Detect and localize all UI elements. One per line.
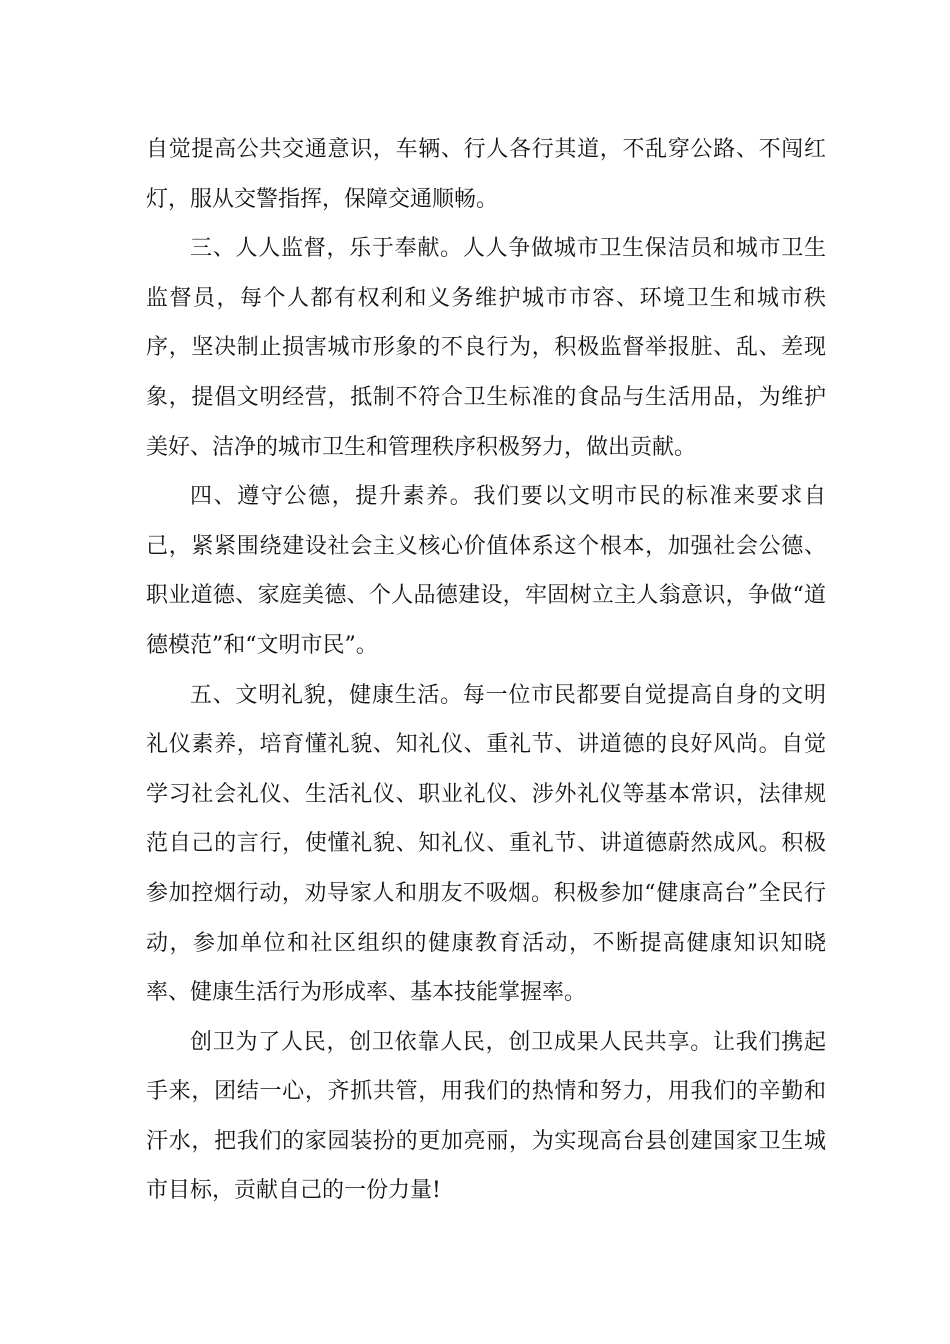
document-body bbox=[146, 125, 826, 1216]
paragraph-section-four: 四、遵守公德，提升素养。我们要以文明市民的标准来要求自己，紧紧围绕建设社会主义核心价值体系这个根本，加强社会公德、职业道德、家庭美德、个人品德建设，牢固树立主人翁意识，争做“道德模范”和“文明市民”。 bbox=[146, 484, 826, 658]
paragraph-section-five: 五、文明礼貌，健康生活。每一位市民都要自觉提高自身的文明礼仪素养，培育懂礼貌、知礼仪、重礼节、讲道德的良好风尚。自觉学习社会礼仪、生活礼仪、职业礼仪、涉外礼仪等基本常识，法律规范自己的言行，使懂礼貌、知礼仪、重礼节、讲道德蔚然成风。积极参加控烟行动，劝导家人和朋友不吸烟。积极参加“健康高台”全民行动，参加单位和社区组织的健康教育活动，不断提高健康知识知晓率、健康生活行为形成率、基本技能掌握率。 bbox=[146, 682, 826, 1006]
paragraph-section-three: 三、人人监督，乐于奉献。人人争做城市卫生保洁员和城市卫生监督员，每个人都有权利和义务维护城市市容、环境卫生和城市秩序，坚决制止损害城市形象的不良行为，积极监督举报脏、乱、差现象，提倡文明经营，抵制不符合卫生标准的食品与生活用品，为维护美好、洁净的城市卫生和管理秩序积极努力，做出贡献。 bbox=[146, 236, 826, 460]
paragraph-closing: 创卫为了人民，创卫依靠人民，创卫成果人民共享。让我们携起手来，团结一心，齐抓共管，用我们的热情和努力，用我们的辛勤和汗水，把我们的家园装扮的更加亮丽，为实现高台县创建国家卫生城市目标，贡献自己的一份力量! bbox=[146, 1029, 826, 1204]
paragraph-traffic-continuation: 自觉提高公共交通意识，车辆、行人各行其道，不乱穿公路、不闯红灯，服从交警指挥，保障交通顺畅。 bbox=[146, 137, 826, 212]
